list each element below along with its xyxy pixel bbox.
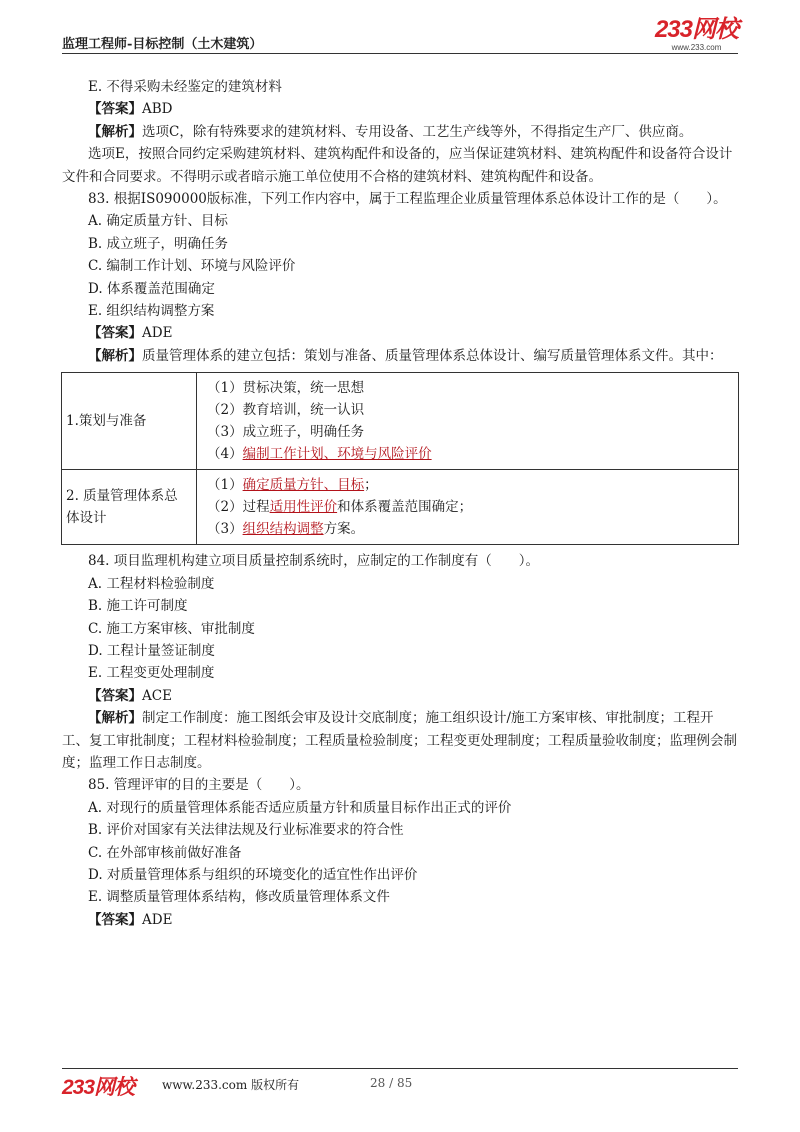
table-item: [207, 518, 730, 540]
table-item: [207, 443, 730, 465]
answer-label: 【答案】: [88, 687, 142, 704]
item-prefix: （2）过程: [207, 499, 270, 516]
option-line: D. 工程计量签证制度: [88, 642, 215, 659]
option-line: A. 对现行的质量管理体系能否适应质量方针和质量目标作出正式的评价: [88, 799, 512, 816]
logo-url: www.233.com: [671, 43, 722, 52]
item-prefix: （4）: [207, 446, 243, 463]
table-row: [62, 470, 739, 545]
table-item: [207, 496, 730, 518]
question-84: 84. 项目监理机构建立项目质量控制系统时，应制定的工作制度有（ ）。: [88, 553, 540, 570]
answer-value: ADE: [142, 911, 173, 928]
analysis-83: [62, 345, 738, 367]
analysis-label: 【解析】: [88, 123, 142, 140]
item-suffix: 和体系覆盖范围确定；: [337, 499, 473, 516]
table-item: （1）贯标决策，统一思想: [207, 380, 365, 397]
item-prefix: （3）: [207, 521, 243, 538]
item-suffix: 方案。: [323, 521, 365, 538]
option-line: E. 不得采购未经鉴定的建筑材料: [88, 79, 282, 95]
answer-value: ACE: [142, 687, 172, 704]
option-line: C. 在外部审核前做好准备: [88, 844, 242, 861]
table-cell-category: 1.策划与准备: [62, 373, 197, 470]
logo-text: 233网校: [654, 16, 738, 43]
option-line: D. 体系覆盖范围确定: [88, 280, 215, 297]
answer-value: ADE: [142, 325, 173, 342]
table-item: （3）成立班子，明确任务: [207, 424, 365, 441]
page-content: [62, 76, 738, 931]
highlight-text: 确定质量方针、目标: [242, 477, 365, 494]
header-divider: [62, 53, 738, 54]
analysis-table: [61, 372, 739, 545]
option-line: E. 工程变更处理制度: [88, 665, 215, 682]
answer-label: 【答案】: [88, 325, 142, 342]
option-line: D. 对质量管理体系与组织的环境变化的适宜性作出评价: [88, 866, 418, 883]
option-line: B. 施工许可制度: [88, 598, 188, 615]
answer-85: [62, 909, 738, 931]
analysis-label: 【解析】: [88, 347, 142, 364]
table-cell-category: 2. 质量管理体系总体设计: [62, 470, 197, 545]
footer-divider: [62, 1068, 738, 1069]
header-title: 监理工程师-目标控制（土木建筑）: [62, 37, 263, 52]
option-line: C. 施工方案审核、审批制度: [88, 620, 255, 637]
page-number: 28 / 85: [370, 1076, 413, 1090]
answer-83: [62, 322, 738, 344]
table-row: [62, 373, 739, 470]
answer-84: [62, 685, 738, 707]
analysis-84: [62, 707, 738, 774]
analysis-label: 【解析】: [88, 710, 142, 727]
option-line: E. 调整质量管理体系结构，修改质量管理体系文件: [88, 889, 390, 906]
highlight-text: 适用性评价: [269, 499, 338, 516]
item-suffix: ；: [364, 477, 378, 494]
footer-copyright: www.233.com 版权所有: [162, 1078, 300, 1092]
option-line: C. 编制工作计划、环境与风险评价: [88, 258, 296, 275]
option-line: B. 成立班子，明确任务: [88, 235, 229, 252]
table-cell-items: [197, 470, 739, 545]
analysis-82: [62, 121, 738, 143]
table-item: （2）教育培训，统一认识: [207, 402, 365, 419]
question-83: 83. 根据IS090000版标准，下列工作内容中，属于工程监理企业质量管理体系总体设计工作的是（ ）。: [88, 191, 727, 208]
table-cell-items: [197, 373, 739, 470]
option-line: A. 确定质量方针、目标: [88, 213, 228, 230]
highlight-text: 组织结构调整: [242, 521, 324, 538]
analysis-82-cont: 选项E，按照合同约定采购建筑材料、建筑构配件和设备的，应当保证建筑材料、建筑构配件和设备符合设计文件和合同要求。不得明示或者暗示施工单位使用不合格的建筑材料、建筑构配件和设备。: [62, 146, 733, 185]
table-item: [207, 474, 730, 496]
footer-logo[interactable]: 233网校: [62, 1076, 135, 1099]
answer-82: [62, 98, 738, 120]
analysis-text: 质量管理体系的建立包括：策划与准备、质量管理体系总体设计、编写质量管理体系文件。其中：: [142, 347, 723, 364]
answer-label: 【答案】: [88, 101, 142, 118]
question-85: 85. 管理评审的目的主要是（ ）。: [88, 777, 310, 794]
item-prefix: （1）: [207, 477, 243, 494]
option-line: B. 评价对国家有关法律法规及行业标准要求的符合性: [88, 822, 404, 839]
analysis-text: 选项C，除有特殊要求的建筑材料、专用设备、工艺生产线等外，不得指定生产厂、供应商。: [142, 123, 693, 140]
option-line: A. 工程材料检验制度: [88, 575, 215, 592]
highlight-text: 编制工作计划、环境与风险评价: [242, 446, 432, 463]
answer-label: 【答案】: [88, 911, 142, 928]
brand-logo[interactable]: [655, 18, 738, 52]
answer-value: ABD: [142, 101, 173, 118]
option-line: E. 组织结构调整方案: [88, 303, 215, 320]
analysis-text: 制定工作制度：施工图纸会审及设计交底制度；施工组织设计/施工方案审核、审批制度；工程开工、复工审批制度；工程材料检验制度；工程质量检验制度；工程变更处理制度；工程质量验收制度；监理例会制度；监理工作日志制度。: [62, 710, 737, 771]
